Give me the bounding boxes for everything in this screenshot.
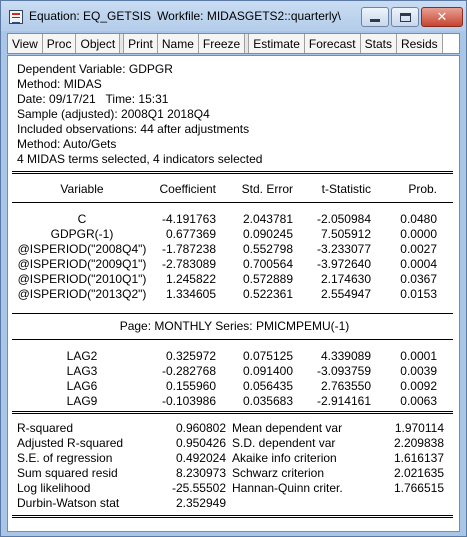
stat-label: Log likelihood bbox=[17, 481, 91, 495]
resids-button[interactable]: Resids bbox=[397, 34, 443, 53]
stat-label: Sum squared resid bbox=[17, 466, 118, 480]
std-error-column-header: Std. Error bbox=[241, 182, 293, 196]
minimize-icon bbox=[370, 19, 380, 22]
close-button[interactable] bbox=[421, 7, 463, 27]
stat-label: Akaike info criterion bbox=[232, 451, 337, 465]
prob-cell: 0.0004 bbox=[400, 257, 437, 271]
coefficient-cell: 1.334605 bbox=[165, 287, 216, 301]
header-rule bbox=[12, 202, 453, 203]
coefficient-cell: -1.787238 bbox=[161, 242, 216, 256]
dependent-variable-line: Dependent Variable: GDPGR bbox=[17, 62, 173, 76]
stat-value: 0.960802 bbox=[175, 421, 226, 435]
prob-cell: 0.0480 bbox=[400, 212, 437, 226]
stat-value: 2.021635 bbox=[393, 466, 444, 480]
stats-button[interactable]: Stats bbox=[361, 34, 397, 53]
stat-label: S.E. of regression bbox=[17, 451, 113, 465]
date-time-line: Date: 09/17/21 Time: 15:31 bbox=[17, 92, 169, 106]
coefficient-cell: -0.103986 bbox=[161, 394, 216, 408]
prob-cell: 0.0063 bbox=[400, 394, 437, 408]
t-stat-cell: -3.972640 bbox=[316, 257, 371, 271]
close-icon: ✕ bbox=[436, 9, 448, 25]
prob-cell: 0.0000 bbox=[400, 227, 437, 241]
selection-method-line: Method: Auto/Gets bbox=[17, 137, 117, 151]
coefficient-cell: 1.245822 bbox=[165, 272, 216, 286]
stats-rule bbox=[12, 413, 453, 414]
prob-column-header: Prob. bbox=[408, 182, 437, 196]
prob-cell: 0.0001 bbox=[400, 349, 437, 363]
stat-label: Durbin-Watson stat bbox=[17, 496, 120, 510]
stat-label: S.D. dependent var bbox=[232, 436, 336, 450]
std-error-cell: 0.700564 bbox=[242, 257, 293, 271]
std-error-cell: 0.075125 bbox=[242, 349, 293, 363]
std-error-cell: 0.552798 bbox=[242, 242, 293, 256]
name-button[interactable]: Name bbox=[158, 34, 199, 53]
variable-cell: @ISPERIOD("2010Q1") bbox=[17, 272, 147, 286]
stat-label: Hannan-Quinn criter. bbox=[232, 481, 343, 495]
maximize-button[interactable] bbox=[391, 7, 419, 27]
t-stat-cell: 2.174630 bbox=[320, 272, 371, 286]
t-stat-column-header: t-Statistic bbox=[321, 182, 371, 196]
estimation-output[interactable] bbox=[7, 55, 460, 532]
minimize-button[interactable] bbox=[361, 7, 389, 27]
std-error-cell: 0.091400 bbox=[242, 364, 293, 378]
stat-value: 0.950426 bbox=[175, 436, 226, 450]
method-line: Method: MIDAS bbox=[17, 77, 102, 91]
stat-value: 1.970114 bbox=[394, 421, 444, 435]
equation-app-icon bbox=[9, 10, 23, 24]
variable-cell: LAG6 bbox=[66, 379, 98, 393]
t-stat-cell: -3.093759 bbox=[316, 364, 371, 378]
std-error-cell: 0.572889 bbox=[242, 272, 293, 286]
t-stat-cell: 4.339089 bbox=[320, 349, 371, 363]
stats-rule bbox=[12, 411, 453, 412]
title-bar[interactable] bbox=[1, 1, 466, 31]
prob-cell: 0.0153 bbox=[400, 287, 437, 301]
midas-selection-line: 4 MIDAS terms selected, 4 indicators selected bbox=[17, 152, 263, 166]
variable-cell: LAG3 bbox=[66, 364, 98, 378]
coefficient-column-header: Coefficient bbox=[159, 182, 216, 196]
t-stat-cell: -3.233077 bbox=[316, 242, 371, 256]
coefficient-cell: 0.155960 bbox=[165, 379, 216, 393]
page-series-label: Page: MONTHLY Series: PMICMPEMU(-1) bbox=[119, 319, 350, 333]
print-button[interactable]: Print bbox=[124, 34, 158, 53]
table-bottom-rule bbox=[12, 517, 453, 518]
table-top-rule bbox=[12, 171, 453, 172]
prob-cell: 0.0039 bbox=[400, 364, 437, 378]
stat-value: 1.616137 bbox=[393, 451, 444, 465]
std-error-cell: 0.056435 bbox=[242, 379, 293, 393]
section-rule bbox=[12, 339, 453, 340]
prob-cell: 0.0027 bbox=[400, 242, 437, 256]
t-stat-cell: 2.554947 bbox=[320, 287, 371, 301]
view-button[interactable]: View bbox=[8, 34, 43, 53]
object-button[interactable]: Object bbox=[76, 34, 120, 53]
stat-value: 1.766515 bbox=[393, 481, 444, 495]
variable-cell: GDPGR(-1) bbox=[50, 227, 114, 241]
stat-value: 2.209838 bbox=[393, 436, 444, 450]
stat-label: Mean dependent var bbox=[232, 421, 343, 435]
t-stat-cell: -2.914161 bbox=[316, 394, 371, 408]
freeze-button[interactable]: Freeze bbox=[199, 34, 245, 53]
proc-button[interactable]: Proc bbox=[43, 34, 77, 53]
equation-toolbar bbox=[7, 33, 460, 54]
stat-value: -25.55502 bbox=[171, 481, 226, 495]
sample-line: Sample (adjusted): 2008Q1 2018Q4 bbox=[17, 107, 210, 121]
maximize-icon bbox=[400, 13, 411, 22]
coefficient-cell: -4.191763 bbox=[161, 212, 216, 226]
coefficient-cell: 0.677369 bbox=[165, 227, 216, 241]
std-error-cell: 0.522361 bbox=[242, 287, 293, 301]
variable-cell: C bbox=[77, 212, 87, 226]
t-stat-cell: 2.763550 bbox=[320, 379, 371, 393]
variable-cell: @ISPERIOD("2008Q4") bbox=[17, 242, 147, 256]
variable-column-header: Variable bbox=[60, 182, 104, 196]
stat-value: 8.230973 bbox=[175, 466, 226, 480]
std-error-cell: 0.035683 bbox=[242, 394, 293, 408]
coefficient-cell: -0.282768 bbox=[161, 364, 216, 378]
variable-cell: LAG2 bbox=[66, 349, 98, 363]
std-error-cell: 0.090245 bbox=[242, 227, 293, 241]
equation-title: Equation: EQ_GETSIS bbox=[29, 9, 152, 23]
t-stat-cell: 7.505912 bbox=[320, 227, 371, 241]
std-error-cell: 2.043781 bbox=[242, 212, 293, 226]
table-top-rule bbox=[12, 173, 453, 174]
section-rule bbox=[12, 313, 453, 314]
variable-cell: @ISPERIOD("2009Q1") bbox=[17, 257, 147, 271]
prob-cell: 0.0367 bbox=[400, 272, 437, 286]
stat-value: 2.352949 bbox=[175, 496, 226, 510]
variable-cell: @ISPERIOD("2013Q2") bbox=[17, 287, 147, 301]
window-title bbox=[29, 9, 341, 23]
stat-label: R-squared bbox=[17, 421, 74, 435]
stat-label: Schwarz criterion bbox=[232, 466, 325, 480]
stat-value: 0.492024 bbox=[175, 451, 226, 465]
t-stat-cell: -2.050984 bbox=[316, 212, 371, 226]
estimate-button[interactable]: Estimate bbox=[249, 34, 305, 53]
prob-cell: 0.0092 bbox=[400, 379, 437, 393]
stat-label: Adjusted R-squared bbox=[17, 436, 124, 450]
coefficient-cell: -2.783089 bbox=[161, 257, 216, 271]
observations-line: Included observations: 44 after adjustments bbox=[17, 122, 250, 136]
coefficient-cell: 0.325972 bbox=[165, 349, 216, 363]
variable-cell: LAG9 bbox=[66, 394, 98, 408]
workfile-title: Workfile: MIDASGETS2::quarterly\ bbox=[157, 9, 341, 23]
forecast-button[interactable]: Forecast bbox=[305, 34, 361, 53]
table-bottom-rule bbox=[12, 515, 453, 516]
